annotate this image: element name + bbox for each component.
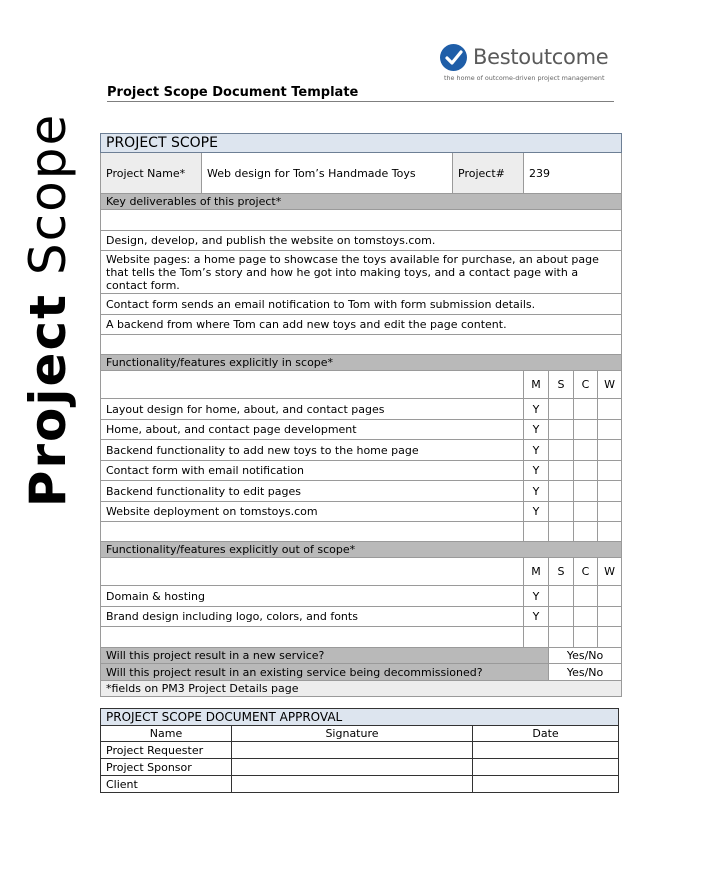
in-scope-item: Contact form with email notification [101, 461, 524, 481]
question-new-service: Will this project result in a new service? [101, 648, 549, 664]
date-cell [473, 759, 619, 776]
moscow-header: W [598, 371, 622, 399]
side-title-light: Scope [19, 112, 78, 276]
signature-cell [232, 776, 473, 793]
question-decommission: Will this project result in an existing service being decommissioned? [101, 664, 549, 681]
moscow-header: S [549, 558, 574, 586]
moscow-mark: Y [524, 440, 549, 461]
approval-role: Project Requester [101, 742, 232, 759]
moscow-mark: Y [524, 399, 549, 420]
date-cell [473, 742, 619, 759]
side-title [18, 80, 78, 540]
logo-name: Bestoutcome [473, 45, 609, 69]
moscow-header-spacer [101, 558, 524, 586]
approval-col-header: Name [101, 726, 232, 742]
brand-logo [440, 44, 620, 84]
project-number-label: Project# [453, 153, 524, 194]
in-scope-item: Home, about, and contact page development [101, 420, 524, 440]
scope-heading: PROJECT SCOPE [101, 134, 622, 153]
approval-role: Client [101, 776, 232, 793]
moscow-mark: Y [524, 461, 549, 481]
moscow-header-spacer [101, 371, 524, 399]
document-title: Project Scope Document Template [107, 85, 359, 100]
moscow-mark: Y [524, 586, 549, 607]
answer-decommission: Yes/No [549, 664, 622, 681]
deliverable-item: Design, develop, and publish the website on tomstoys.com. [101, 231, 622, 251]
in-scope-item: Backend functionality to edit pages [101, 481, 524, 502]
moscow-header: C [574, 371, 598, 399]
signature-cell [232, 759, 473, 776]
project-number-value: 239 [524, 153, 622, 194]
deliverable-item: A backend from where Tom can add new toys and edit the page content. [101, 315, 622, 335]
logo-tagline: the home of outcome-driven project management [444, 74, 605, 82]
approval-col-header: Signature [232, 726, 473, 742]
approval-heading: PROJECT SCOPE DOCUMENT APPROVAL [101, 709, 619, 726]
moscow-mark: Y [524, 420, 549, 440]
answer-new-service: Yes/No [549, 648, 622, 664]
in-scope-item: Layout design for home, about, and contact pages [101, 399, 524, 420]
out-scope-item: Brand design including logo, colors, and fonts [101, 607, 524, 627]
moscow-header: S [549, 371, 574, 399]
project-name-value: Web design for Tom’s Handmade Toys [202, 153, 453, 194]
moscow-mark: Y [524, 481, 549, 502]
deliverable-item: Website pages: a home page to showcase the toys available for purchase, an about page that tells the Tom’s story and how he got into making toys, and a contact page with a contact form. [101, 251, 622, 294]
approval-table [100, 708, 619, 793]
in-scope-label: Functionality/features explicitly in scope* [101, 355, 622, 371]
moscow-header: M [524, 371, 549, 399]
blank-row [101, 522, 524, 542]
signature-cell [232, 742, 473, 759]
blank-row [101, 210, 622, 231]
check-circle-icon [440, 44, 467, 71]
footnote: *fields on PM3 Project Details page [101, 681, 622, 697]
blank-row [101, 335, 622, 355]
moscow-header: C [574, 558, 598, 586]
project-scope-table [100, 133, 622, 697]
deliverables-label: Key deliverables of this project* [101, 194, 622, 210]
approval-role: Project Sponsor [101, 759, 232, 776]
out-scope-label: Functionality/features explicitly out of scope* [101, 542, 622, 558]
date-cell [473, 776, 619, 793]
blank-row [101, 627, 524, 648]
deliverable-item: Contact form sends an email notification to Tom with form submission details. [101, 294, 622, 315]
moscow-mark: Y [524, 607, 549, 627]
moscow-header: W [598, 558, 622, 586]
project-name-label: Project Name* [101, 153, 202, 194]
out-scope-item: Domain & hosting [101, 586, 524, 607]
moscow-mark: Y [524, 502, 549, 522]
in-scope-item: Backend functionality to add new toys to the home page [101, 440, 524, 461]
title-rule [107, 101, 614, 102]
moscow-header: M [524, 558, 549, 586]
in-scope-item: Website deployment on tomstoys.com [101, 502, 524, 522]
side-title-bold: Project [19, 292, 78, 508]
approval-col-header: Date [473, 726, 619, 742]
